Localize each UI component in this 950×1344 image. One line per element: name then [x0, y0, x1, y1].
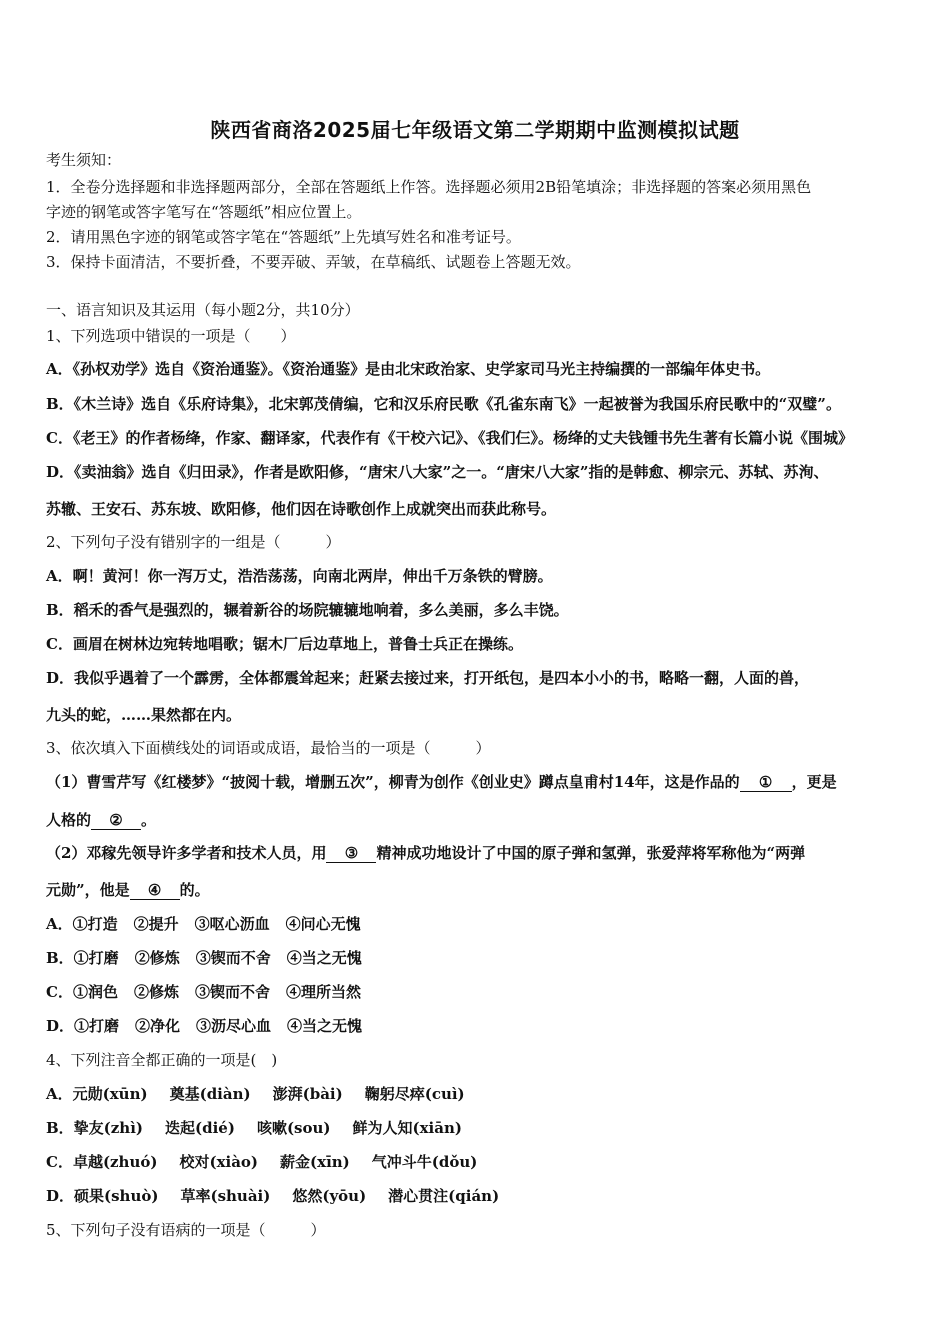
q3-passage-1-text: （1）曹雪芹写《红楼梦》“披阅十载，增删五次”，柳青为创作《创业史》蹲点皇甫村14年，这是作品的 — [46, 773, 740, 791]
q3-d-word-1: D．①打磨 — [46, 1017, 120, 1035]
q3-a-word-4: ④问心无愧 — [285, 915, 361, 933]
q1-option-b: B．《木兰诗》选自《乐府诗集》，北宋郭茂倩编，它和汉乐府民歌《孔雀东南飞》一起被誉为我国乐府民歌中的“双璧”。 — [46, 395, 841, 413]
q4-c-word-1: C．卓越(zhuó) — [46, 1153, 158, 1171]
q3-stem: 3、依次填入下面横线处的词语或成语，最恰当的一项是（ ） — [46, 739, 491, 757]
q2-stem: 2、下列句子没有错别字的一组是（ ） — [46, 533, 341, 551]
q4-option-c — [46, 1152, 477, 1172]
q3-passage-2-cont-end: 的。 — [179, 881, 210, 899]
blank-1: ① — [740, 774, 792, 792]
q4-a-word-4: 鞠躬尽瘁(cuì) — [364, 1085, 465, 1103]
q3-b-word-2: ②修炼 — [134, 949, 180, 967]
q3-option-d — [46, 1016, 362, 1036]
q3-c-word-1: C．①润色 — [46, 983, 118, 1001]
q4-d-word-3: 悠然(yōu) — [292, 1187, 367, 1205]
notice-item-3: 3．保持卡面清洁，不要折叠，不要弄破、弄皱，在草稿纸、试题卷上答题无效。 — [46, 253, 581, 271]
q2-option-a: A．啊！黄河！你一泻万丈，浩浩荡荡，向南北两岸，伸出千万条铁的臂膀。 — [46, 567, 553, 585]
q3-passage-2 — [46, 843, 805, 863]
q3-a-word-2: ②提升 — [133, 915, 179, 933]
q3-passage-1 — [46, 772, 837, 792]
q5-stem: 5、下列句子没有语病的一项是（ ） — [46, 1221, 326, 1239]
q3-passage-1-text-end: ，更是 — [791, 773, 837, 791]
q2-option-d-cont: 九头的蛇，……果然都在内。 — [46, 706, 242, 724]
q1-option-c: C．《老王》的作者杨绛，作家、翻译家，代表作有《干校六记》、《我们仨》。杨绛的丈夫钱锺书先生著有长篇小说《围城》 — [46, 429, 853, 447]
q3-a-word-3: ③呕心沥血 — [194, 915, 270, 933]
q3-d-word-3: ③沥尽心血 — [196, 1017, 272, 1035]
blank-2: ② — [91, 812, 141, 830]
section-heading: 一、语言知识及其运用（每小题2分，共10分） — [46, 301, 360, 319]
q1-option-d: D．《卖油翁》选自《归田录》，作者是欧阳修，“唐宋八大家”之一。“唐宋八大家”指的是韩愈、柳宗元、苏轼、苏洵、 — [46, 463, 829, 481]
q3-c-word-4: ④理所当然 — [285, 983, 361, 1001]
q2-option-b: B．稻禾的香气是强烈的，辗着新谷的场院辘辘地响着，多么美丽，多么丰饶。 — [46, 601, 569, 619]
notice-heading: 考生须知： — [46, 151, 122, 169]
q3-passage-2-text: （2）邓稼先领导许多学者和技术人员，用 — [46, 844, 327, 862]
q4-d-word-2: 草率(shuài) — [180, 1187, 271, 1205]
q3-option-b — [46, 948, 362, 968]
q4-option-d — [46, 1186, 499, 1206]
notice-item-1-cont: 字迹的钢笔或答字笔写在“答题纸”相应位置上。 — [46, 203, 362, 221]
q3-c-word-3: ③锲而不舍 — [194, 983, 270, 1001]
q3-passage-1-cont-text: 人格的 — [46, 811, 92, 829]
q1-stem: 1、下列选项中错误的一项是（ ） — [46, 327, 296, 345]
q3-d-word-4: ④当之无愧 — [287, 1017, 363, 1035]
notice-item-2: 2．请用黑色字迹的钢笔或答字笔在“答题纸”上先填写姓名和准考证号。 — [46, 228, 521, 246]
page-title: 陕西省商洛2025届七年级语文第二学期期中监测模拟试题 — [210, 118, 740, 142]
q3-a-word-1: A．①打造 — [46, 915, 118, 933]
q4-c-word-3: 薪金(xīn) — [280, 1153, 350, 1171]
q3-passage-1-cont-end: 。 — [141, 811, 157, 829]
q4-b-word-4: 鲜为人知(xiān) — [352, 1119, 462, 1137]
q2-option-c: C．画眉在树林边宛转地唱歌；锯木厂后边草地上，普鲁士兵正在操练。 — [46, 635, 523, 653]
q3-passage-2-text-end: 精神成功地设计了中国的原子弹和氢弹，张爱萍将军称他为“两弹 — [376, 844, 806, 862]
q4-b-word-1: B．挚友(zhì) — [46, 1119, 143, 1137]
q3-passage-1-cont — [46, 810, 156, 830]
q3-option-c — [46, 982, 361, 1002]
blank-3: ③ — [326, 845, 376, 863]
q3-b-word-4: ④当之无愧 — [286, 949, 362, 967]
q3-passage-2-cont — [46, 880, 210, 900]
q3-passage-2-cont-text: 元勋”，他是 — [46, 881, 130, 899]
q4-a-word-1: A．元勋(xūn) — [46, 1085, 148, 1103]
q1-option-d-cont: 苏辙、王安石、苏东坡、欧阳修，他们因在诗歌创作上成就突出而获此称号。 — [46, 500, 557, 518]
q4-b-word-2: 迭起(dié) — [165, 1119, 235, 1137]
q4-option-a — [46, 1084, 465, 1104]
q3-b-word-3: ③锲而不舍 — [195, 949, 271, 967]
q4-d-word-1: D．硕果(shuò) — [46, 1187, 159, 1205]
q3-c-word-2: ②修炼 — [133, 983, 179, 1001]
q4-a-word-2: 奠基(diàn) — [169, 1085, 251, 1103]
q4-a-word-3: 澎湃(bài) — [272, 1085, 343, 1103]
q4-stem: 4、下列注音全都正确的一项是( ) — [46, 1051, 278, 1069]
q4-b-word-3: 咳嗽(sou) — [256, 1119, 331, 1137]
q3-d-word-2: ②净化 — [135, 1017, 181, 1035]
q1-option-a: A．《孙权劝学》选自《资治通鉴》。《资治通鉴》是由北宋政治家、史学家司马光主持编撰的一部编年体史书。 — [46, 360, 771, 378]
q4-d-word-4: 潜心贯注(qián) — [388, 1187, 500, 1205]
q2-option-d: D．我似乎遇着了一个霹雳，全体都震耸起来；赶紧去接过来，打开纸包，是四本小小的书，略略一翻，人面的兽， — [46, 669, 810, 687]
q3-option-a — [46, 914, 361, 934]
notice-item-1: 1．全卷分选择题和非选择题两部分，全部在答题纸上作答。选择题必须用2B铅笔填涂；非选择题的答案必须用黑色 — [46, 178, 812, 196]
q4-option-b — [46, 1118, 462, 1138]
q3-b-word-1: B．①打磨 — [46, 949, 119, 967]
q4-c-word-2: 校对(xiào) — [179, 1153, 259, 1171]
blank-4: ④ — [130, 882, 180, 900]
q4-c-word-4: 气冲斗牛(dǒu) — [371, 1153, 478, 1171]
